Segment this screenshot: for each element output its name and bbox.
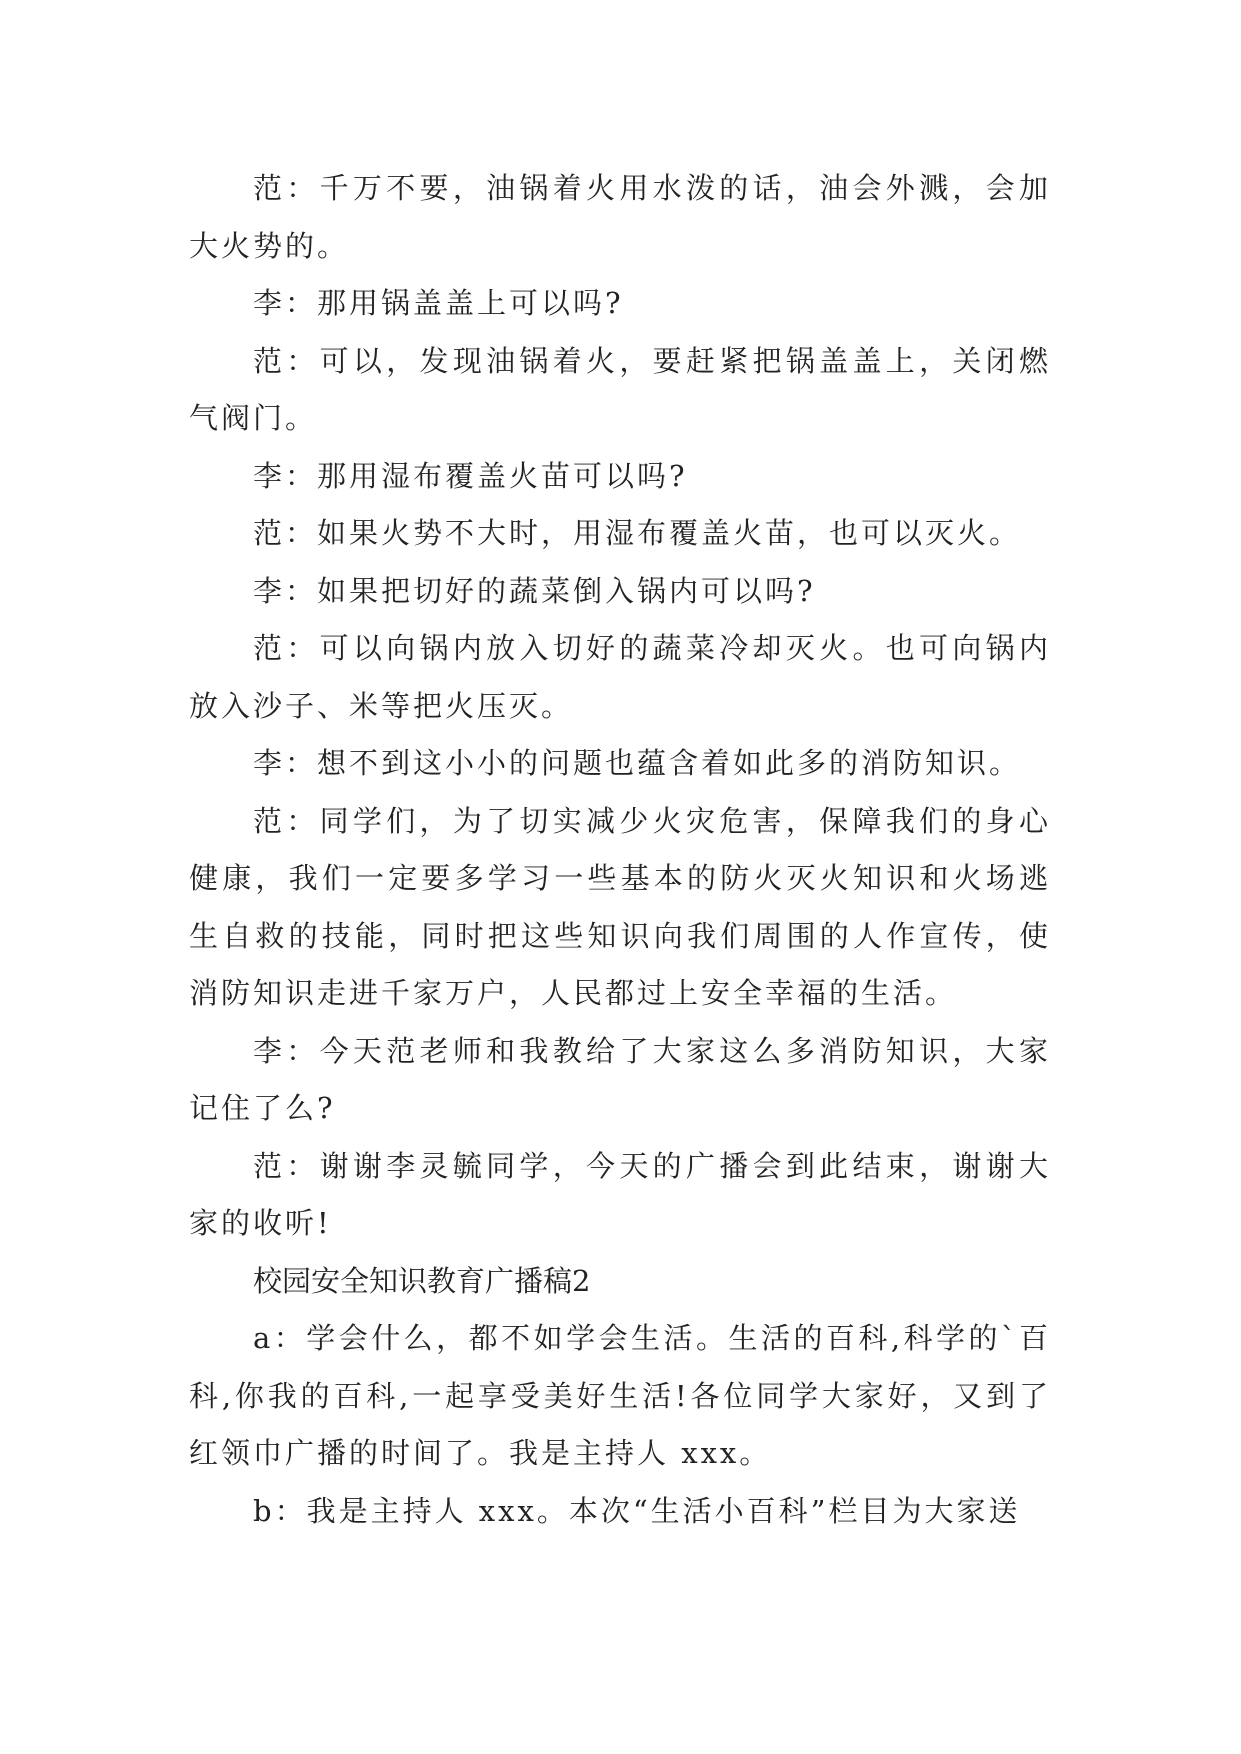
paragraph: 范：谢谢李灵毓同学，今天的广播会到此结束，谢谢大家的收听! [189,1148,1051,1240]
paragraph: 范：可以，发现油锅着火，要赶紧把锅盖盖上，关闭燃气阀门。 [189,343,1051,435]
paragraph: 李：想不到这小小的问题也蕴含着如此多的消防知识。 [253,746,1022,780]
paragraph: 范：同学们，为了切实减少火灾危害，保障我们的身心健康，我们一定要多学习一些基本的防火灭火知识和火场逃生自救的技能，同时把这些知识向我们周围的人作宣传，使消防知识走进千家万户，人民都过上安全幸福的生活。 [189,803,1051,1010]
paragraph: 李：今天范老师和我教给了大家这么多消防知识，大家记住了么? [189,1033,1051,1125]
section-heading: 校园安全知识教育广播稿2 [253,1263,591,1298]
paragraph: 范：可以向锅内放入切好的蔬菜冷却灭火。也可向锅内放入沙子、米等把火压灭。 [189,631,1051,723]
paragraph: 范：如果火势不大时，用湿布覆盖火苗，也可以灭火。 [253,516,1022,550]
paragraph: 李：如果把切好的蔬菜倒入锅内可以吗? [253,573,816,608]
paragraph: 范：千万不要，油锅着火用水泼的话，油会外溅，会加大火势的。 [189,171,1051,263]
paragraph: a：学会什么，都不如学会生活。生活的百科,科学的`百科,你我的百科,一起享受美好生活!各位同学大家好，又到了红领巾广播的时间了。我是主持人 xxx。 [189,1321,1051,1470]
paragraph: 李：那用锅盖盖上可以吗? [253,286,624,320]
paragraph: 李：那用湿布覆盖火苗可以吗? [253,458,688,493]
paragraph: b：我是主持人 xxx。本次“生活小百科”栏目为大家送 [253,1493,1021,1528]
document-body [189,160,1051,1540]
